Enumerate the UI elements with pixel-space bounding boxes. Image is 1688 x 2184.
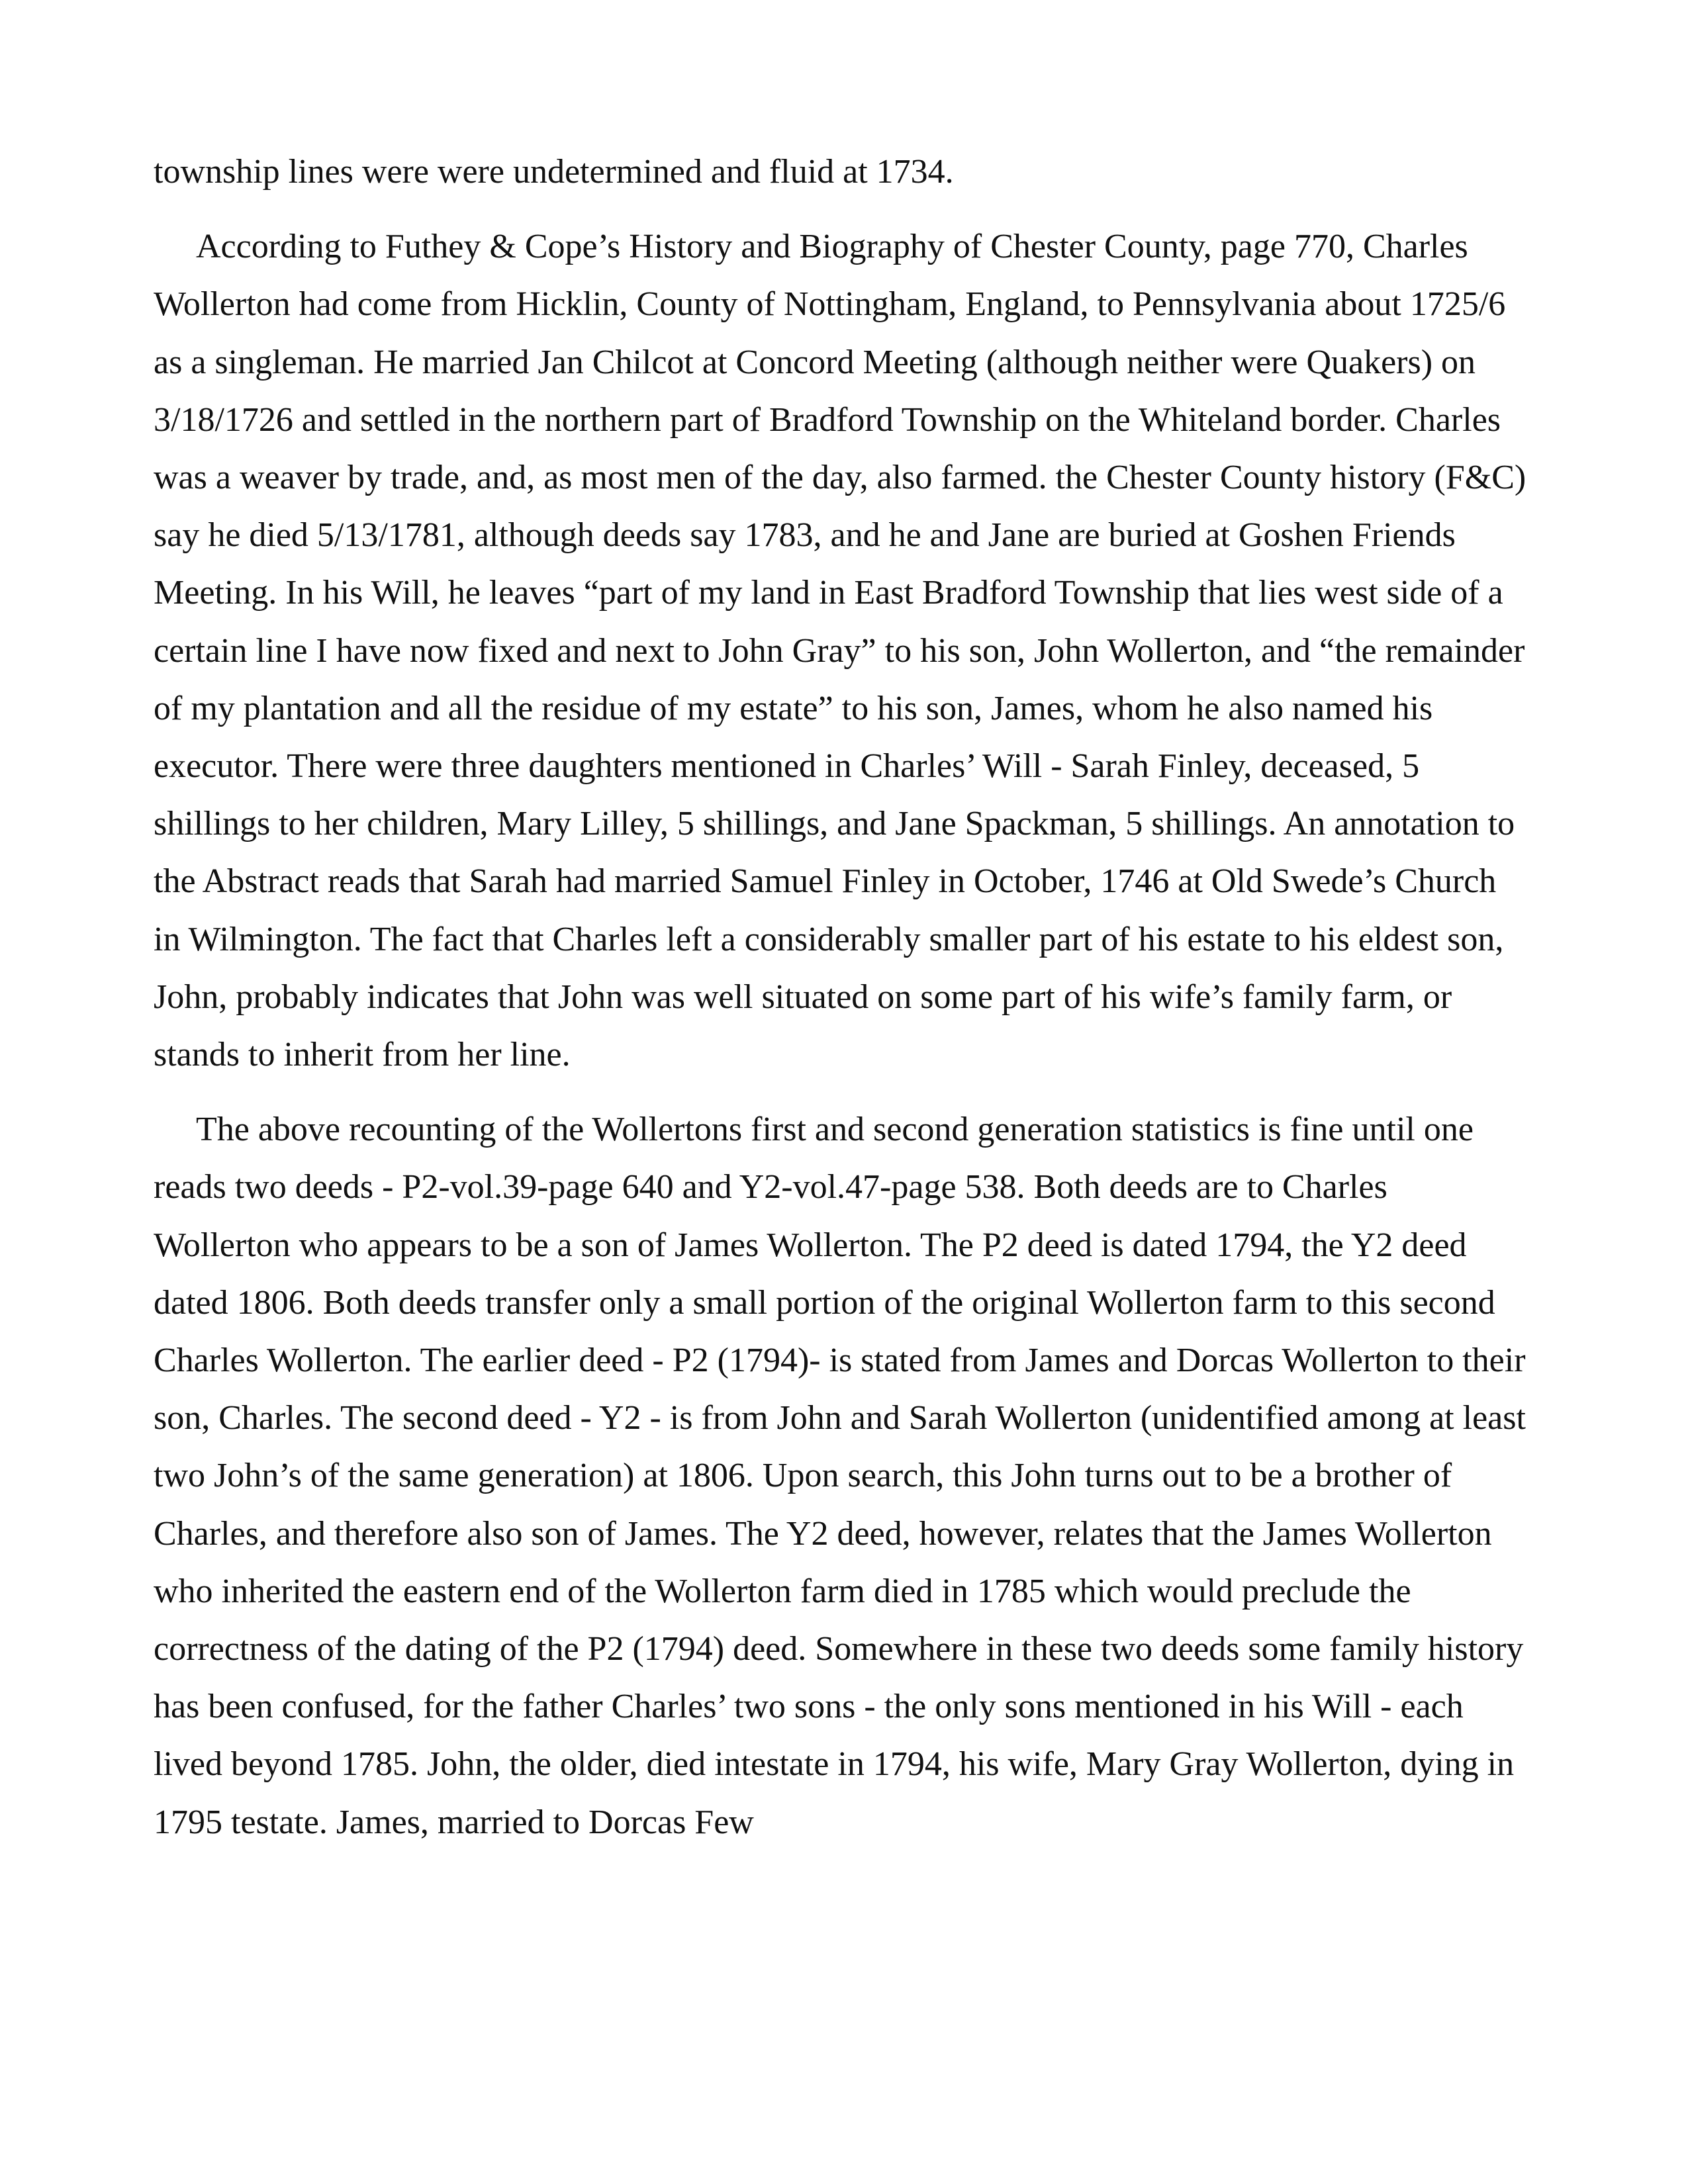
paragraph-3: The above recounting of the Wollertons first and second generation statistics is fine until one reads two deeds - P2-vol.39-page 640 and Y2-vol.47-page 538. Both deeds are to Charles Wollerton who appears to be a son of James Wollerton. The P2 deed is dated 1794, the Y2 deed dated 1806. Both deeds transfer only a small portion of the original Wollerton farm to this second Charles Wollerton. The earlier deed - P2 (1794)- is stated from James and Dorcas Wollerton to their son, Charles. The second deed - Y2 - is from John and Sarah Wollerton (unidentified among at least two John’s of the same generation) at 1806. Upon search, this John turns out to be a brother of Charles, and therefore also son of James. The Y2 deed, however, relates that the James Wollerton who inherited the eastern end of the Wollerton farm died in 1785 which would preclude the correctness of the dating of the P2 (1794) deed. Somewhere in these two deeds some family history has been confused, for the father Charles’ two sons - the only sons mentioned in his Will - each lived beyond 1785. John, the older, died intestate in 1794, his wife, Mary Gray Wollerton, dying in 1795 testate. James, married to Dorcas Few (154, 1111, 1526, 1841)
paragraph-1: township lines were were undetermined and fluid at 1734. (154, 153, 954, 191)
paragraph-2: According to Futhey & Cope’s History and Biography of Chester County, page 770, Charles Wollerton had come from Hicklin, County of Nottingham, England, to Pennsylvania about 1725/6 as a singleman. He married Jan Chilcot at Concord Meeting (although neither were Quakers) on 3/18/1726 and settled in the northern part of Bradford Township on the Whiteland border. Charles was a weaver by trade, and, as most men of the day, also farmed. the Chester County history (F&C) say he died 5/13/1781, although deeds say 1783, and he and Jane are buried at Goshen Friends Meeting. In his Will, he leaves “part of my land in East Bradford Township that lies west side of a certain line I have now fixed and next to John Gray” to his son, John Wollerton, and “the remainder of my plantation and all the residue of my estate” to his son, James, whom he also named his executor. There were three daughters mentioned in Charles’ Will - Sarah Finley, deceased, 5 shillings to her children, Mary Lilley, 5 shillings, and Jane Spackman, 5 shillings. An annotation to the Abstract reads that Sarah had married Samuel Finley in October, 1746 at Old Swede’s Church in Wilmington. The fact that Charles left a considerably smaller part of his estate to his eldest son, John, probably indicates that John was well situated on some part of his wife’s family farm, or stands to inherit from her line. (154, 228, 1526, 1074)
body-text (154, 143, 1530, 1868)
